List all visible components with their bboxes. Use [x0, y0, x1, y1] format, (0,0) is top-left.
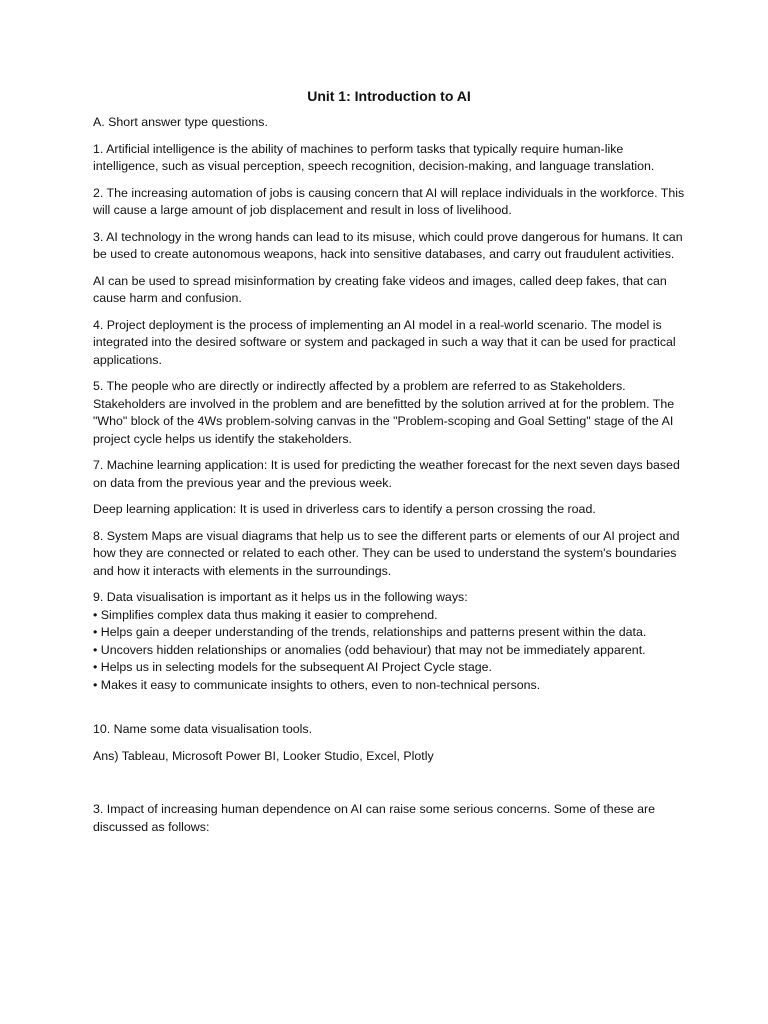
answer-9 [93, 589, 685, 694]
answer-2: 2. The increasing automation of jobs is causing concern that AI will replace individuals in the workforce. This will cause a large amount of job displacement and result in loss of livelihood. [93, 185, 685, 217]
answer-9-bullet: • Simplifies complex data thus making it easier to comprehend. [93, 607, 438, 622]
answer-7-dl: Deep learning application: It is used in driverless cars to identify a person crossing the road. [93, 502, 596, 516]
answer-3-deepfakes: AI can be used to spread misinformation by creating fake videos and images, called deep fakes, that can cause harm and confusion. [93, 273, 667, 305]
spacer [93, 694, 685, 721]
answer-3: 3. AI technology in the wrong hands can lead to its misuse, which could prove dangerous for humans. It can be used to create autonomous weapons, hack into sensitive databases, and carry out fraudulent activities. [93, 229, 683, 261]
answer-9-bullet: • Uncovers hidden relationships or anomalies (odd behaviour) that may not be immediately apparent. [93, 642, 646, 657]
closing-paragraph: 3. Impact of increasing human dependence on AI can raise some serious concerns. Some of these are discussed as follows: [93, 802, 656, 834]
section-heading: A. Short answer type questions. [93, 115, 268, 129]
answer-9-bullet: • Makes it easy to communicate insights to others, even to non-technical persons. [93, 677, 541, 692]
answer-9-bullet: • Helps us in selecting models for the subsequent AI Project Cycle stage. [93, 660, 492, 674]
answer-1: 1. Artificial intelligence is the ability of machines to perform tasks that typically require human-like intelligence, such as visual perception, speech recognition, decision-making, and language translation. [93, 141, 655, 173]
answer-8: 8. System Maps are visual diagrams that help us to see the different parts or elements of our AI project and how they are connected or related to each other. They can be used to understand the system's boundaries and how it interacts with elements in the surroundings. [93, 528, 680, 578]
question-10: 10. Name some data visualisation tools. [93, 722, 313, 736]
answer-10: Ans) Tableau, Microsoft Power BI, Looker Studio, Excel, Plotly [93, 748, 434, 763]
page-title: Unit 1: Introduction to AI [307, 88, 471, 104]
answer-7-ml: 7. Machine learning application: It is used for predicting the weather forecast for the next seven days based on data from the previous year and the previous week. [93, 458, 680, 490]
answer-4: 4. Project deployment is the process of implementing an AI model in a real-world scenario. The model is integrated into the desired software or system and packaged in such a way that it can be used for practical applications. [93, 317, 676, 367]
answer-9-intro: 9. Data visualisation is important as it helps us in the following ways: [93, 590, 468, 604]
document-page [93, 86, 685, 845]
answer-5: 5. The people who are directly or indirectly affected by a problem are referred to as Stakeholders. Stakeholders are involved in the problem and are benefitted by the solution arrived at for the problem. The "Who" block of the 4Ws problem-solving canvas in the "Problem-scoping and Goal Setting" stage of the AI project cycle helps us identify the stakeholders. [93, 379, 675, 446]
spacer [93, 774, 685, 801]
answer-9-bullet: • Helps gain a deeper understanding of the trends, relationships and patterns present within the data. [93, 625, 647, 639]
